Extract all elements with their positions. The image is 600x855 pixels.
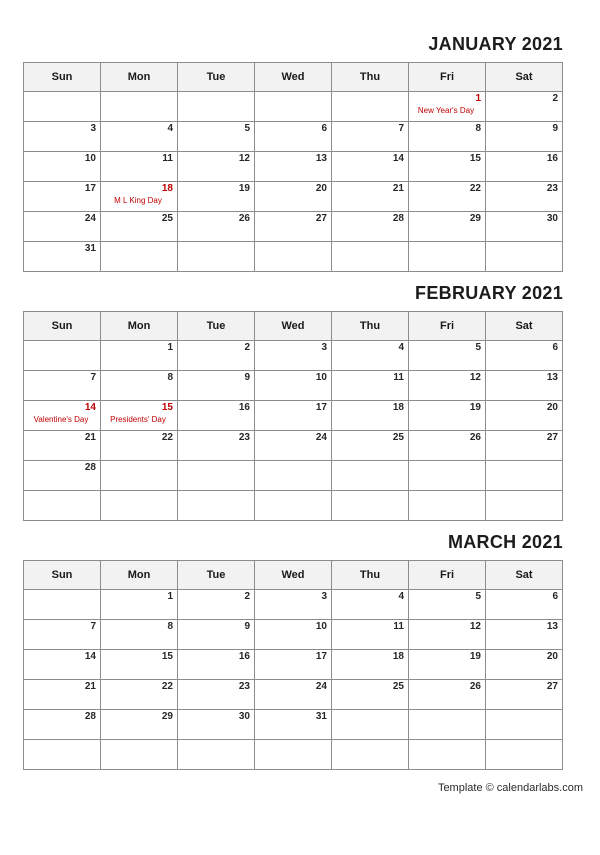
empty-cell	[178, 740, 255, 770]
day-cell	[24, 212, 101, 242]
day-number: 2	[552, 93, 558, 104]
day-number: 4	[398, 342, 404, 353]
weekday-header-sun: Sun	[24, 63, 101, 92]
day-number: 21	[84, 681, 96, 692]
weekday-header-thu: Thu	[332, 561, 409, 590]
weekday-header-february	[24, 312, 563, 341]
day-cell	[101, 152, 178, 182]
day-cell	[486, 92, 563, 122]
week-row	[24, 212, 563, 242]
day-number: 20	[315, 183, 327, 194]
week-row	[24, 461, 563, 491]
week-row	[24, 710, 563, 740]
day-number: 29	[469, 213, 481, 224]
day-number: 14	[392, 153, 404, 164]
weekday-header-sat: Sat	[486, 561, 563, 590]
day-number: 17	[84, 183, 96, 194]
week-row	[24, 182, 563, 212]
day-cell	[332, 341, 409, 371]
day-number: 5	[244, 123, 250, 134]
week-row	[24, 341, 563, 371]
day-number: 17	[315, 402, 327, 413]
day-cell	[255, 182, 332, 212]
day-cell	[332, 590, 409, 620]
day-cell	[178, 122, 255, 152]
weekday-header-fri: Fri	[409, 63, 486, 92]
holiday-label: Valentine's Day	[33, 415, 89, 424]
weekday-header-fri: Fri	[409, 312, 486, 341]
day-number: 2	[244, 591, 250, 602]
month-march	[23, 531, 563, 770]
day-cell	[409, 650, 486, 680]
day-number: 21	[84, 432, 96, 443]
day-cell	[24, 710, 101, 740]
day-cell	[409, 152, 486, 182]
day-cell	[178, 620, 255, 650]
day-number: 4	[398, 591, 404, 602]
empty-cell	[332, 461, 409, 491]
empty-cell	[101, 461, 178, 491]
day-cell	[255, 431, 332, 461]
day-number: 24	[84, 213, 96, 224]
day-number: 5	[475, 342, 481, 353]
day-number: 30	[546, 213, 558, 224]
day-number: 8	[167, 372, 173, 383]
empty-cell	[409, 461, 486, 491]
day-number: 26	[469, 681, 481, 692]
day-cell	[409, 620, 486, 650]
week-row	[24, 590, 563, 620]
day-number: 21	[392, 183, 404, 194]
day-number: 13	[546, 372, 558, 383]
weeks-body-january	[24, 92, 563, 272]
empty-cell	[101, 242, 178, 272]
day-number: 14	[84, 402, 96, 413]
day-cell	[24, 620, 101, 650]
week-row	[24, 620, 563, 650]
day-cell	[255, 212, 332, 242]
day-number: 20	[546, 651, 558, 662]
weekday-header-mon: Mon	[101, 63, 178, 92]
week-row	[24, 92, 563, 122]
day-number: 23	[546, 183, 558, 194]
day-number: 9	[244, 621, 250, 632]
day-number: 15	[161, 402, 173, 413]
day-cell	[332, 152, 409, 182]
day-cell	[24, 122, 101, 152]
day-number: 3	[321, 591, 327, 602]
weekday-header-row	[24, 561, 563, 590]
day-number: 3	[90, 123, 96, 134]
empty-cell	[24, 590, 101, 620]
day-number: 25	[392, 681, 404, 692]
day-number: 2	[244, 342, 250, 353]
day-cell	[24, 461, 101, 491]
day-number: 4	[167, 123, 173, 134]
day-cell	[332, 431, 409, 461]
empty-cell	[255, 92, 332, 122]
weekday-header-mon: Mon	[101, 312, 178, 341]
weekday-header-thu: Thu	[332, 312, 409, 341]
day-cell	[332, 680, 409, 710]
day-cell	[101, 680, 178, 710]
month-grid-february	[23, 311, 563, 521]
day-number: 6	[552, 591, 558, 602]
day-cell	[486, 431, 563, 461]
day-number: 15	[161, 651, 173, 662]
day-cell	[409, 431, 486, 461]
empty-cell	[332, 710, 409, 740]
day-cell	[255, 152, 332, 182]
day-cell	[24, 182, 101, 212]
week-row	[24, 740, 563, 770]
day-cell	[409, 212, 486, 242]
day-number: 22	[161, 681, 173, 692]
empty-cell	[332, 491, 409, 521]
day-cell	[486, 401, 563, 431]
day-cell	[486, 590, 563, 620]
empty-cell	[255, 740, 332, 770]
empty-cell	[255, 461, 332, 491]
day-cell	[178, 710, 255, 740]
day-cell	[332, 650, 409, 680]
empty-cell	[486, 740, 563, 770]
weekday-header-row	[24, 63, 563, 92]
day-cell	[409, 590, 486, 620]
day-number: 27	[315, 213, 327, 224]
empty-cell	[178, 461, 255, 491]
empty-cell	[24, 341, 101, 371]
weekday-header-sun: Sun	[24, 312, 101, 341]
day-cell	[486, 212, 563, 242]
day-number: 31	[84, 243, 96, 254]
weeks-body-march	[24, 590, 563, 770]
day-number: 11	[393, 621, 404, 632]
empty-cell	[101, 491, 178, 521]
day-number: 6	[321, 123, 327, 134]
day-cell	[178, 650, 255, 680]
day-number: 25	[161, 213, 173, 224]
month-grid-march	[23, 560, 563, 770]
day-cell	[409, 341, 486, 371]
day-cell	[409, 680, 486, 710]
empty-cell	[486, 242, 563, 272]
weekday-header-january	[24, 63, 563, 92]
day-number: 6	[552, 342, 558, 353]
day-cell	[486, 371, 563, 401]
empty-cell	[101, 740, 178, 770]
week-row	[24, 122, 563, 152]
day-cell	[409, 122, 486, 152]
empty-cell	[332, 740, 409, 770]
empty-cell	[332, 242, 409, 272]
empty-cell	[409, 242, 486, 272]
day-number: 29	[161, 711, 173, 722]
day-number: 9	[244, 372, 250, 383]
day-number: 27	[546, 681, 558, 692]
day-number: 1	[167, 342, 173, 353]
day-cell	[24, 371, 101, 401]
holiday-label: M L King Day	[114, 196, 162, 205]
weekday-header-sun: Sun	[24, 561, 101, 590]
day-number: 7	[398, 123, 404, 134]
empty-cell	[24, 740, 101, 770]
week-row	[24, 680, 563, 710]
day-cell	[255, 341, 332, 371]
day-cell	[409, 401, 486, 431]
month-february	[23, 282, 563, 521]
day-cell	[332, 212, 409, 242]
day-number: 11	[393, 372, 404, 383]
weekday-header-fri: Fri	[409, 561, 486, 590]
empty-cell	[101, 92, 178, 122]
day-cell	[178, 431, 255, 461]
day-number: 16	[238, 651, 250, 662]
day-cell	[178, 401, 255, 431]
day-cell	[101, 341, 178, 371]
month-title-march: MARCH 2021	[447, 532, 563, 552]
day-number: 12	[238, 153, 250, 164]
empty-cell	[178, 242, 255, 272]
month-title-january: JANUARY 2021	[428, 34, 563, 54]
day-number: 17	[315, 651, 327, 662]
day-number: 26	[238, 213, 250, 224]
empty-cell	[178, 491, 255, 521]
weekday-header-wed: Wed	[255, 561, 332, 590]
empty-cell	[332, 92, 409, 122]
holiday-label: Presidents' Day	[110, 415, 166, 424]
day-number: 27	[546, 432, 558, 443]
week-row	[24, 371, 563, 401]
day-number: 1	[475, 93, 481, 104]
weekday-header-row	[24, 312, 563, 341]
day-cell	[255, 620, 332, 650]
day-number: 19	[469, 402, 481, 413]
day-cell	[486, 620, 563, 650]
weekday-header-march	[24, 561, 563, 590]
day-number: 12	[469, 621, 481, 632]
day-cell	[101, 122, 178, 152]
day-cell	[486, 182, 563, 212]
day-cell	[409, 371, 486, 401]
weekday-header-mon: Mon	[101, 561, 178, 590]
month-title-february: FEBRUARY 2021	[415, 283, 563, 303]
empty-cell	[24, 491, 101, 521]
day-cell	[332, 401, 409, 431]
day-number: 16	[238, 402, 250, 413]
day-cell	[178, 341, 255, 371]
day-cell	[101, 620, 178, 650]
empty-cell	[486, 710, 563, 740]
day-number: 30	[238, 711, 250, 722]
day-cell	[255, 590, 332, 620]
day-cell	[409, 92, 486, 122]
day-number: 8	[475, 123, 481, 134]
day-cell	[332, 182, 409, 212]
day-number: 5	[475, 591, 481, 602]
day-cell	[255, 680, 332, 710]
week-row	[24, 650, 563, 680]
empty-cell	[409, 491, 486, 521]
day-number: 7	[90, 372, 96, 383]
day-cell	[178, 680, 255, 710]
empty-cell	[409, 710, 486, 740]
day-cell	[255, 122, 332, 152]
day-number: 28	[84, 711, 96, 722]
day-number: 13	[315, 153, 327, 164]
day-number: 18	[161, 183, 173, 194]
weekday-header-tue: Tue	[178, 561, 255, 590]
month-january	[23, 33, 563, 272]
day-cell	[178, 182, 255, 212]
day-cell	[101, 431, 178, 461]
day-cell	[24, 152, 101, 182]
day-cell	[24, 431, 101, 461]
day-number: 14	[84, 651, 96, 662]
weekday-header-wed: Wed	[255, 312, 332, 341]
day-cell	[24, 242, 101, 272]
day-number: 15	[469, 153, 481, 164]
week-row	[24, 242, 563, 272]
empty-cell	[409, 740, 486, 770]
day-number: 10	[315, 621, 327, 632]
footer-credit: Template © calendarlabs.com	[437, 782, 583, 794]
day-number: 1	[167, 591, 173, 602]
month-grid-january	[23, 62, 563, 272]
empty-cell	[255, 491, 332, 521]
day-number: 28	[84, 462, 96, 473]
day-number: 10	[84, 153, 96, 164]
weekday-header-tue: Tue	[178, 63, 255, 92]
day-cell	[409, 182, 486, 212]
day-cell	[332, 371, 409, 401]
weekday-header-wed: Wed	[255, 63, 332, 92]
empty-cell	[24, 92, 101, 122]
day-number: 18	[392, 402, 404, 413]
day-number: 24	[315, 432, 327, 443]
day-cell	[101, 371, 178, 401]
day-cell	[101, 401, 178, 431]
empty-cell	[178, 92, 255, 122]
holiday-label: New Year's Day	[417, 106, 475, 115]
day-cell	[255, 710, 332, 740]
week-row	[24, 431, 563, 461]
day-cell	[24, 401, 101, 431]
day-number: 9	[552, 123, 558, 134]
weekday-header-sat: Sat	[486, 312, 563, 341]
empty-cell	[486, 491, 563, 521]
day-number: 10	[315, 372, 327, 383]
day-cell	[255, 371, 332, 401]
day-number: 24	[315, 681, 327, 692]
day-number: 16	[546, 153, 558, 164]
weekday-header-thu: Thu	[332, 63, 409, 92]
day-cell	[101, 710, 178, 740]
day-number: 11	[162, 153, 173, 164]
day-number: 25	[392, 432, 404, 443]
day-cell	[255, 401, 332, 431]
day-number: 22	[161, 432, 173, 443]
weekday-header-sat: Sat	[486, 63, 563, 92]
empty-cell	[486, 461, 563, 491]
day-cell	[178, 590, 255, 620]
day-number: 13	[546, 621, 558, 632]
day-cell	[101, 590, 178, 620]
day-cell	[486, 650, 563, 680]
day-cell	[486, 122, 563, 152]
day-cell	[255, 650, 332, 680]
day-cell	[101, 212, 178, 242]
day-cell	[24, 650, 101, 680]
day-number: 7	[90, 621, 96, 632]
empty-cell	[255, 242, 332, 272]
day-cell	[101, 182, 178, 212]
day-cell	[178, 212, 255, 242]
weekday-header-tue: Tue	[178, 312, 255, 341]
day-cell	[486, 680, 563, 710]
day-cell	[101, 650, 178, 680]
day-cell	[178, 152, 255, 182]
week-row	[24, 401, 563, 431]
day-cell	[486, 341, 563, 371]
day-number: 12	[469, 372, 481, 383]
day-cell	[332, 620, 409, 650]
day-cell	[332, 122, 409, 152]
weeks-body-february	[24, 341, 563, 521]
week-row	[24, 491, 563, 521]
day-number: 19	[238, 183, 250, 194]
day-number: 26	[469, 432, 481, 443]
day-number: 22	[469, 183, 481, 194]
day-number: 23	[238, 681, 250, 692]
day-cell	[24, 680, 101, 710]
day-cell	[486, 152, 563, 182]
day-number: 20	[546, 402, 558, 413]
week-row	[24, 152, 563, 182]
day-cell	[178, 371, 255, 401]
day-number: 31	[315, 711, 327, 722]
day-number: 23	[238, 432, 250, 443]
day-number: 8	[167, 621, 173, 632]
day-number: 3	[321, 342, 327, 353]
day-number: 18	[392, 651, 404, 662]
day-number: 19	[469, 651, 481, 662]
day-number: 28	[392, 213, 404, 224]
